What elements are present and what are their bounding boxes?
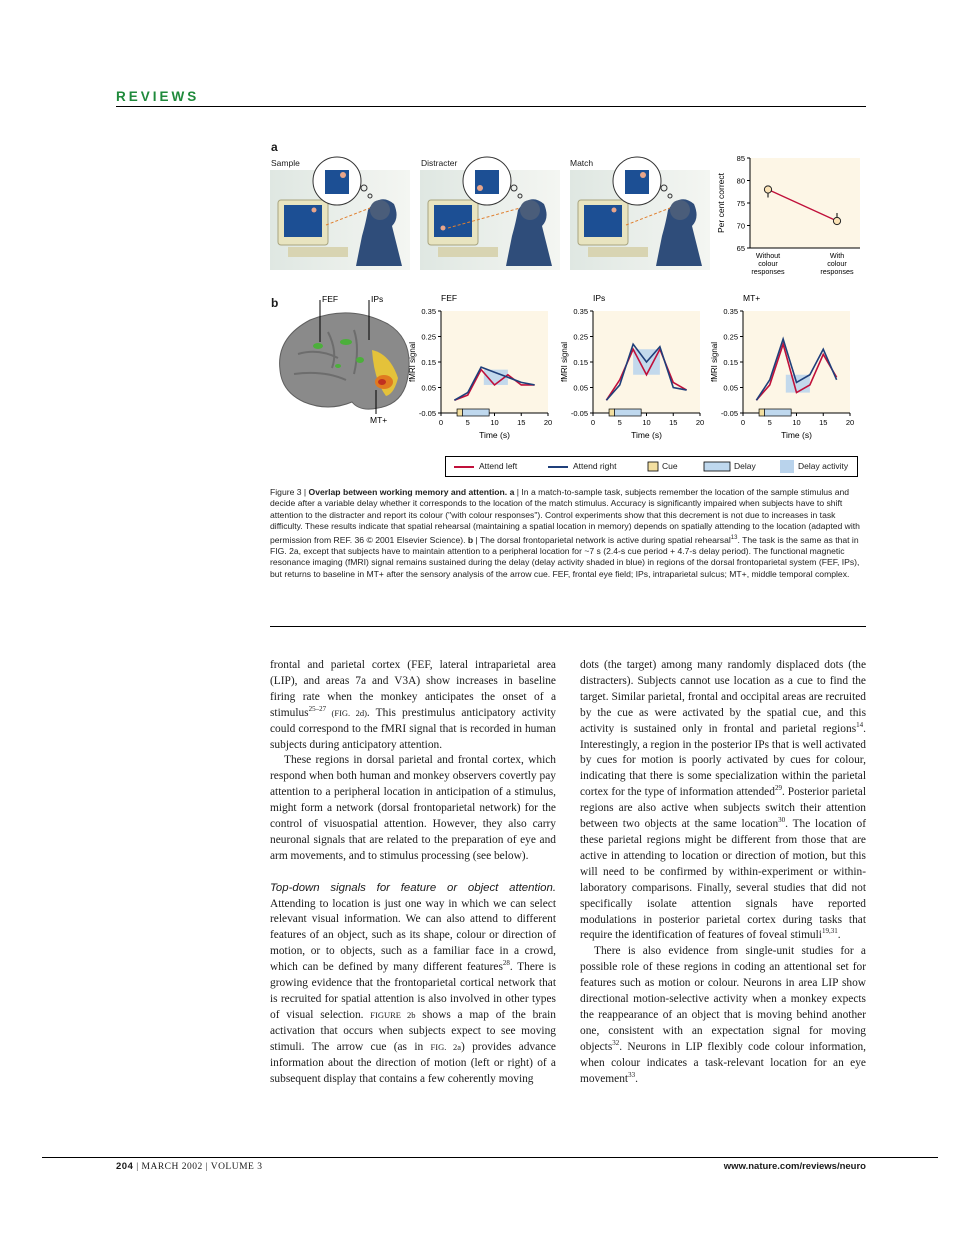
header-rule	[116, 106, 866, 107]
chart-title: IPs	[593, 293, 606, 303]
caption-text-b1: | The dorsal frontoparietal network is active during spatial rehearsal	[475, 534, 731, 545]
y-tick-label: 0.15	[421, 358, 436, 367]
text-run: frontal and parietal cortex (FEF, lateral intraparietal area (LIP), and areas 7a and V3A) show increases in baseline firing rate when the monkey anticipates the onset of a stimulus	[270, 659, 556, 719]
text-run: shows a map of the brain activation that occurs when subjects expect to see moving stimuli. The arrow cue (as in	[270, 1008, 557, 1053]
legend-swatch-delay-activity	[780, 460, 794, 473]
x-tick-label: 10	[792, 418, 801, 427]
cue-bar	[759, 409, 764, 416]
journal-url[interactable]: www.nature.com/reviews/neuro	[723, 1161, 866, 1172]
issue-info: MARCH 2002 | VOLUME 3	[141, 1162, 263, 1172]
figure-reference: FIG. 2a	[430, 1041, 461, 1052]
y-tick-label: -0.05	[418, 409, 436, 418]
brain-label-ips: IPs	[371, 294, 384, 304]
x-tick-label: 10	[642, 418, 651, 427]
y-tick-label: 0.15	[573, 358, 588, 367]
x-axis-label: Time (s)	[781, 430, 812, 440]
brain-map	[268, 290, 418, 430]
caption-b-letter: b	[467, 534, 474, 545]
paragraph	[270, 658, 556, 753]
y-tick-label: 0.05	[421, 383, 436, 393]
scene-match	[570, 157, 710, 270]
ips-timecourse-chart	[555, 290, 705, 448]
scene-sample	[270, 157, 410, 270]
y-tick-label: 85	[736, 154, 745, 163]
figure-reference: FIGURE 2b	[370, 1009, 416, 1020]
legend-swatch-cue	[648, 462, 658, 471]
percent-correct-chart	[712, 150, 872, 282]
x-tick-label: 0	[590, 418, 596, 427]
text-run: . The location of these parietal regions might be different from those that are active in attending to location or direction of motion, but this will need to be confirmed by within-experiment or within-laboratory comparisons. Finally, several studies that did not specifically isolate attention signals have reported modulations in posterior parietal cortex during tasks that require the identification of features of foveal stimuli	[580, 818, 866, 942]
y-tick-label: -0.05	[570, 409, 588, 418]
y-axis-label: Per cent correct	[716, 173, 726, 233]
y-tick-label: 0.15	[723, 358, 738, 367]
brain-label-fef: FEF	[322, 294, 339, 304]
x-axis-label: Time (s)	[631, 430, 662, 440]
x-tick-label: 20	[695, 418, 705, 427]
x-category-label: With	[829, 251, 845, 260]
paragraph	[580, 658, 866, 944]
text-run: dots (the target) among many randomly displaced dots (the distracters). Subjects cannot use location as a cue to find the target. Similar parietal, frontal and occipital areas are recruited by the cue as were activated by the spatial cue, and this activity is sustained only in frontal and parietal regions	[580, 659, 866, 735]
x-tick-label: 15	[819, 418, 828, 427]
legend-attend-right: Attend right	[573, 461, 617, 471]
scene-illustrations	[268, 150, 718, 275]
plot-background	[750, 158, 860, 248]
footer-rule	[42, 1157, 938, 1158]
delay-bar	[764, 409, 791, 416]
reference-number: 19,31	[821, 927, 838, 936]
y-tick-label: 0.25	[723, 332, 738, 342]
text-run: .	[635, 1072, 638, 1085]
x-tick-label: 5	[465, 418, 470, 427]
x-category-label: colour	[827, 259, 847, 268]
body-column-right	[580, 658, 866, 1087]
text-run: ) provides advance information about the direction of motion (left or right) of a subsequent display that contains a few coherently moving	[270, 1040, 556, 1085]
text-run: . Interestingly, a region in the posterior IPs that is well activated by cues for motion is poorly activated by cues for colour, indicating that there is some specialization within the parietal cortex for the type of information attended	[580, 722, 866, 799]
body-column-left	[270, 658, 556, 1087]
legend-delay: Delay	[734, 461, 756, 471]
reference-number: 25–27	[308, 704, 327, 713]
y-tick-label: -0.05	[720, 409, 738, 418]
y-axis-label: fMRI signal	[408, 341, 417, 383]
reference-number: 32	[612, 1038, 620, 1047]
section-heading: Top-down signals for feature or object attention.	[270, 881, 556, 894]
x-tick-label: 10	[490, 418, 499, 427]
text-run: . Neurons in LIP flexibly code colour information, when colour indicates a task-relevant location for an eye movement	[580, 1040, 866, 1085]
caption-rule	[270, 626, 866, 627]
y-tick-label: 0.35	[421, 307, 436, 316]
data-point	[764, 186, 771, 193]
caption-ref-b: 13	[730, 534, 738, 541]
paragraph	[580, 944, 866, 1087]
x-category-label: Without	[755, 251, 781, 260]
x-tick-label: 5	[767, 418, 772, 427]
section-label: REVIEWS	[116, 89, 200, 104]
brain-label-mt: MT+	[370, 415, 388, 425]
y-tick-label: 70	[736, 221, 745, 231]
x-tick-label: 20	[543, 418, 553, 427]
x-axis-label: Time (s)	[479, 430, 510, 440]
plot-background	[441, 311, 548, 413]
text-run: There is also evidence from single-unit studies for a possible role of these regions in coding an attentional set for features such as motion or colour. Neurons in area LIP show directional motion-selective activity when a monkey expects the reappearance of an object that is moving behind another one, consistent with an expectation signal for moving objects	[580, 945, 866, 1053]
reference-number: 33	[628, 1070, 636, 1079]
x-category-label: colour	[758, 259, 778, 268]
legend-delay-activity: Delay activity	[798, 461, 849, 471]
text-run: . Posterior parietal regions are also active when subjects switch their attention between two objects at the same location	[580, 786, 867, 831]
page-number: 204	[116, 1161, 134, 1172]
delay-bar	[462, 409, 489, 416]
chart-legend	[445, 456, 858, 477]
y-axis-label: fMRI signal	[560, 341, 569, 383]
data-point	[833, 217, 840, 224]
y-tick-label: 0.05	[723, 383, 738, 393]
reference-number: 30	[778, 816, 786, 825]
panel-b-letter: b	[271, 296, 279, 310]
caption-label: Figure 3 |	[270, 487, 309, 497]
y-tick-label: 65	[736, 244, 745, 253]
x-tick-label: 20	[845, 418, 855, 427]
legend-swatch-delay	[704, 462, 730, 471]
x-tick-label: 0	[740, 418, 746, 427]
footer-left: 204 | MARCH 2002 | VOLUME 3	[116, 1161, 263, 1172]
chart-title: MT+	[743, 293, 761, 303]
figure-reference: (FIG. 2d)	[326, 707, 367, 718]
x-tick-label: 0	[438, 418, 444, 427]
y-tick-label: 0.25	[421, 332, 436, 342]
legend-attend-left: Attend left	[479, 461, 518, 471]
delay-bar	[614, 409, 641, 416]
x-category-label: responses	[751, 267, 785, 276]
x-tick-label: 15	[669, 418, 678, 427]
mt-timecourse-chart	[705, 290, 860, 448]
paragraph	[270, 881, 556, 1088]
y-tick-label: 0.05	[573, 383, 588, 393]
y-tick-label: 80	[736, 176, 745, 186]
caption-title: Overlap between working memory and attention.	[308, 487, 508, 497]
panel-a-letter: a	[271, 140, 278, 154]
y-axis-label: fMRI signal	[710, 341, 719, 383]
x-category-label: responses	[820, 267, 854, 276]
scene-label-distracter: Distracter	[421, 158, 458, 168]
text-run: . This prestimulus anticipatory activity could correspond to the fMRI signal that is recorded in human subjects during anticipatory attention.	[270, 706, 556, 751]
caption-text-b2: . The task is the same as that in FIG. 2a, except that subjects have to maintain attention to a peripheral location for ~7 s (2.4-s cue period + 4.7-s delay period). The functional magnetic resonance imaging (fMRI) signal remains sustained during the delay (delay activity shaded in blue) in regions of the dorsal frontoparietal system (FEF, IPs), but returns to baseline in MT+ after the sensory analysis of the arrow cue. FEF, frontal eye field; IPs, intraparietal sulcus; MT+, middle temporal complex.	[270, 534, 860, 579]
figure-caption	[270, 487, 866, 580]
scene-label-sample: Sample	[271, 158, 300, 168]
monitor-screen	[434, 205, 472, 237]
cue-bar	[609, 409, 614, 416]
text-run: Attending to location is just one way in which we can select relevant visual information. We can also attend to different features of an object, such as its shape, colour or direction of motion, or to objects, such as a familiar face in a crowd, which can be defined by many different features	[270, 897, 556, 974]
caption-text-a: | In a match-to-sample task, subjects remember the location of the sample stimulus and decide after a variable delay whether it corresponds to the location of the match stimulus. Accuracy is significantly impaired when subjects have to shift attention to the distracter and report its colour ("with colour responses"). Control experiments show that this decrement is not due to increases in task difficulty. These results indicate that spatial rehearsal (maintaining a spatial location in memory) depends on spatially attending to the location (adapted with permission from REF. 36 © 2001 Elsevier Science).	[270, 487, 860, 545]
y-tick-label: 75	[736, 199, 745, 208]
reference-number: 28	[502, 959, 510, 968]
y-tick-label: 0.25	[573, 332, 588, 342]
x-tick-label: 15	[517, 418, 526, 427]
scene-distracter	[420, 157, 560, 270]
scene-label-match: Match	[570, 158, 594, 168]
chart-title: FEF	[441, 293, 458, 303]
reference-number: 29	[774, 784, 782, 793]
cue-bar	[457, 409, 462, 416]
text-run: .	[837, 929, 841, 942]
text-run: . There is growing evidence that the frontoparietal cortical network that is recruited for spatial attention is also involved in other types of visual selection.	[270, 961, 556, 1021]
y-tick-label: 0.35	[723, 307, 738, 316]
x-tick-label: 5	[617, 418, 622, 427]
y-tick-label: 0.35	[573, 307, 588, 316]
caption-a-letter: a	[509, 487, 515, 497]
paragraph: These regions in dorsal parietal and frontal cortex, which respond when both human and monkey observers covertly pay attention to a peripheral location in anticipation of a stimulus, might form a network (dorsal frontoparietal network) for the control of visuospatial attention. However, they also carry neuronal signals that are related to the preparation of eye and arm movements, and to stimulus processing (see below).	[270, 754, 556, 862]
legend-cue: Cue	[662, 461, 678, 471]
reference-number: 14	[856, 720, 864, 729]
fef-timecourse-chart	[403, 290, 553, 448]
